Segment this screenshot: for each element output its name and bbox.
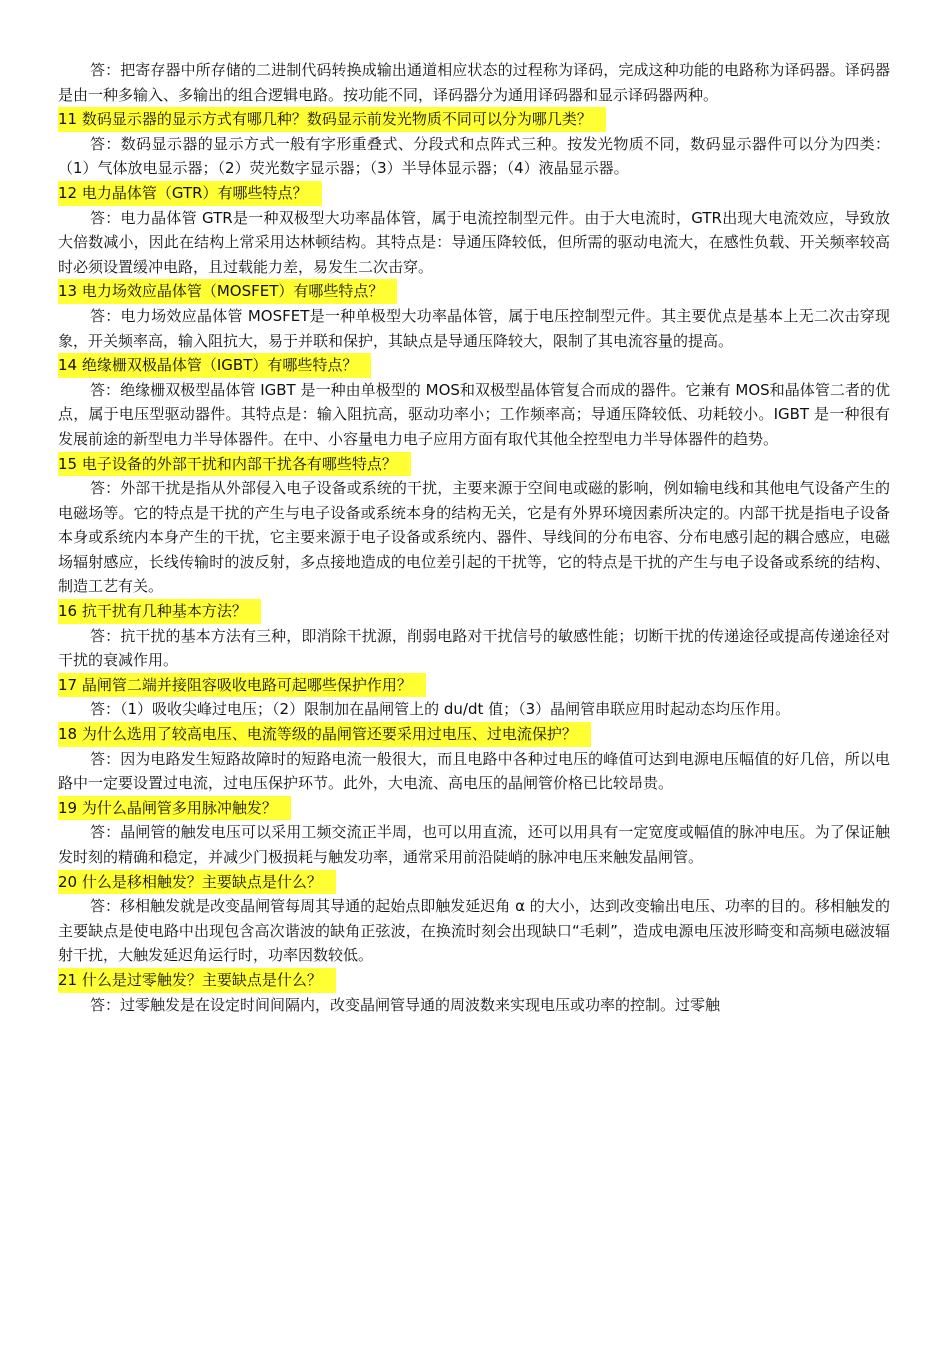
answer-21: 答：过零触发是在设定时间间隔内，改变晶闸管导通的周波数来实现电压或功率的控制。过零触 <box>90 995 721 1014</box>
answer-16: 答：抗干扰的基本方法有三种，即消除干扰源，削弱电路对干扰信号的敏感性能；切断干扰的传递途径或提高传递途径对干扰的衰减作用。 <box>58 626 890 670</box>
question-16: 16 抗干扰有几种基本方法？ <box>58 599 261 624</box>
question-14: 14 绝缘栅双极晶体管（IGBT）有哪些特点？ <box>58 353 371 378</box>
question-18: 18 为什么选用了较高电压、电流等级的晶闸管还要采用过电压、过电流保护？ <box>58 722 591 747</box>
answer-17: 答：（1）吸收尖峰过电压；（2）限制加在晶闸管上的 du/dt 值；（3）晶闸管串联应用时起动态均压作用。 <box>90 700 791 719</box>
answer-20: 答：移相触发就是改变晶闸管每周其导通的起始点即触发延迟角 α 的大小，达到改变输出电压、功率的目的。移相触发的主要缺点是使电路中出现包含高次谐波的缺角正弦波，在换流时刻会出现缺口“毛刺”，造成电源电压波形畸变和高频电磁波辐射干扰，大触发延迟角运行时，功率因数较低。 <box>58 897 890 965</box>
question-15: 15 电子设备的外部干扰和内部干扰各有哪些特点？ <box>58 452 411 477</box>
question-13: 13 电力场效应晶体管（MOSFET）有哪些特点？ <box>58 279 397 304</box>
question-11: 11 数码显示器的显示方式有哪几种？数码显示前发光物质不同可以分为哪几类？ <box>58 107 606 132</box>
answer-19: 答：晶闸管的触发电压可以采用工频交流正半周，也可以用直流，还可以用具有一定宽度或幅值的脉冲电压。为了保证触发时刻的精确和稳定，并减少门极损耗与触发功率，通常采用前沿陡峭的脉冲电压来触发晶闸管。 <box>58 823 890 866</box>
question-20: 20 什么是移相触发？主要缺点是什么？ <box>58 870 336 895</box>
answer-12: 答：电力晶体管 GTR是一种双极型大功率晶体管，属于电流控制型元件。由于大电流时，GTR出现大电流效应，导致放大倍数减小，因此在结构上常采用达林顿结构。其特点是：导通压降较低，但所需的驱动电流大，在感性负载、开关频率较高时必须设置缓冲电路，且过载能力差，易发生二次击穿。 <box>58 208 890 276</box>
answer-10: 答：把寄存器中所存储的二进制代码转换成输出通道相应状态的过程称为译码，完成这种功能的电路称为译码器。译码器是由一种多输入、多输出的组合逻辑电路。按功能不同，译码器分为通用译码器和显示译码器两种。 <box>58 61 890 104</box>
answer-11: 答：数码显示器的显示方式一般有字形重叠式、分段式和点阵式三种。按发光物质不同，数码显示器件可以分为四类：（1）气体放电显示器；（2）荧光数字显示器；（3）半导体显示器；（4）液晶显示器。 <box>58 134 890 178</box>
answer-13: 答：电力场效应晶体管 MOSFET是一种单极型大功率晶体管，属于电压控制型元件。其主要优点是基本上无二次击穿现象，开关频率高，输入阻抗大，易于并联和保护，其缺点是导通压降较大，限制了其电流容量的提高。 <box>58 306 890 350</box>
question-21: 21 什么是过零触发？主要缺点是什么？ <box>58 968 336 993</box>
question-12: 12 电力晶体管（GTR）有哪些特点？ <box>58 181 322 206</box>
answer-14: 答：绝缘栅双极型晶体管 IGBT 是一种由单极型的 MOS和双极型晶体管复合而成的器件。它兼有 MOS和晶体管二者的优点，属于电压型驱动器件。其特点是：输入阻抗高，驱动功率小；工作频率高；导通压降较低、功耗较小。IGBT 是一种很有发展前途的新型电力半导体器件。在中、小容量电力电子应用方面有取代其他全控型电力半导体器件的趋势。 <box>58 380 890 448</box>
answer-15: 答：外部干扰是指从外部侵入电子设备或系统的干扰，主要来源于空间电或磁的影响，例如输电线和其他电气设备产生的电磁场等。它的特点是干扰的产生与电子设备或系统本身的结构无关，它是有外界环境因素所决定的。内部干扰是指电子设备本身或系统内本身产生的干扰，它主要来源于电子设备或系统内、器件、导线间的分布电容、分布电感引起的耦合感应，电磁场辐射感应，长线传输时的波反射，多点接地造成的电位差引起的干扰等，它的特点是干扰的产生与电子设备或系统的结构、制造工艺有关。 <box>58 479 890 596</box>
question-17: 17 晶闸管二端并接阻容吸收电路可起哪些保护作用？ <box>58 673 426 698</box>
question-19: 19 为什么晶闸管多用脉冲触发？ <box>58 796 291 821</box>
answer-18: 答：因为电路发生短路故障时的短路电流一般很大，而且电路中各种过电压的峰值可达到电源电压幅值的好几倍，所以电路中一定要设置过电流，过电压保护环节。此外，大电流、高电压的晶闸管价格已比较昂贵。 <box>58 749 890 793</box>
